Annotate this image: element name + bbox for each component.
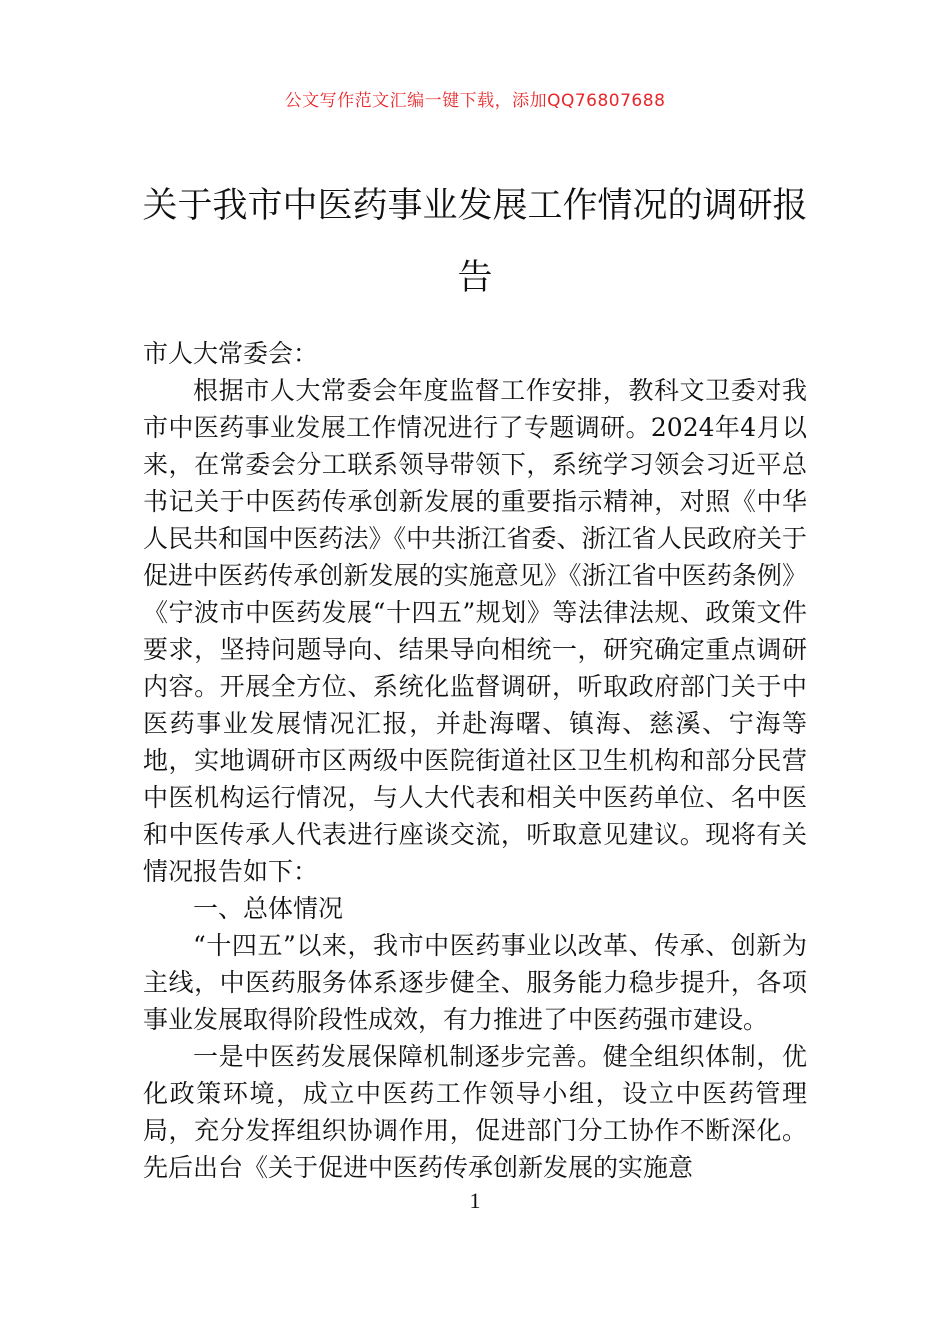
- page-number: 1: [469, 1188, 481, 1213]
- paragraph-overview: “十四五”以来，我市中医药事业以改革、传承、创新为主线，中医药服务体系逐步健全、服务能力稳步提升，各项事业发展取得阶段性成效，有力推进了中医药强市建设。: [143, 931, 807, 1034]
- salutation: 市人大常委会：: [143, 339, 319, 368]
- section-heading-overview: 一、总体情况: [193, 894, 344, 923]
- document-title: 关于我市中医药事业发展工作情况的调研报告: [142, 186, 808, 298]
- paragraph-mechanism: 一是中医药发展保障机制逐步完善。健全组织体制，优化政策环境，成立中医药工作领导小组，设立中医药管理局，充分发挥组织协调作用，促进部门分工协作不断深化。先后出台《关于促进中医药传承创新发展的实施意: [143, 1042, 807, 1182]
- download-notice: 公文写作范文汇编一键下载，添加QQ76807688: [284, 91, 666, 111]
- document-body: [143, 335, 807, 1186]
- paragraph-intro: 根据市人大常委会年度监督工作安排，教科文卫委对我市中医药事业发展工作情况进行了专题调研。2024年4月以来，在常委会分工联系领导带领下，系统学习领会习近平总书记关于中医药传承创新发展的重要指示精神，对照《中华人民共和国中医药法》《中共浙江省委、浙江省人民政府关于促进中医药传承创新发展的实施意见》《浙江省中医药条例》《宁波市中医药发展“十四五”规划》等法律法规、政策文件要求，坚持问题导向、结果导向相统一，研究确定重点调研内容。开展全方位、系统化监督调研，听取政府部门关于中医药事业发展情况汇报，并赴海曙、镇海、慈溪、宁海等地，实地调研市区两级中医院街道社区卫生机构和部分民营中医机构运行情况，与人大代表和相关中医药单位、名中医和中医传承人代表进行座谈交流，听取意见建议。现将有关情况报告如下：: [143, 376, 807, 886]
